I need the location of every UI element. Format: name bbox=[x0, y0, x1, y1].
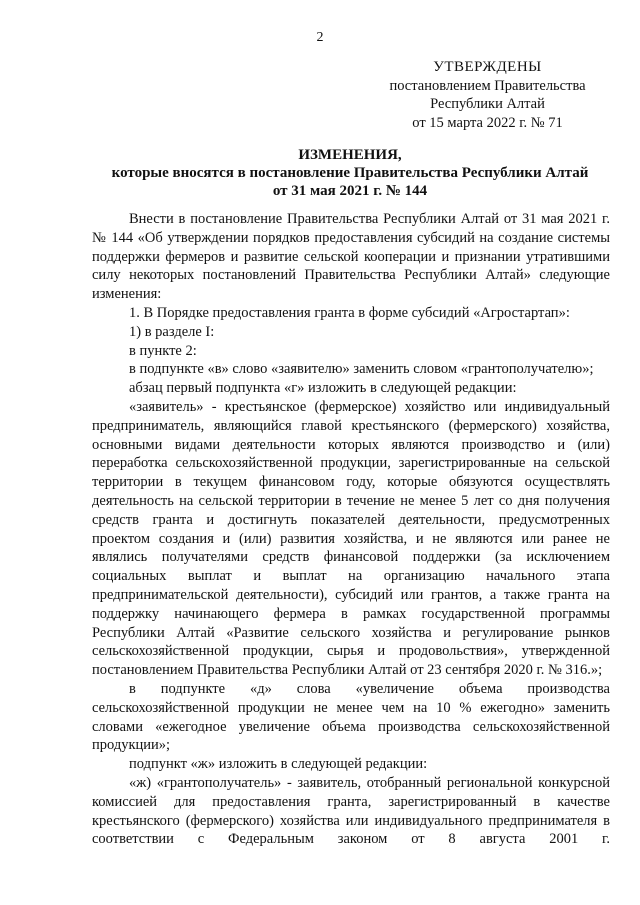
title-line: от 31 мая 2021 г. № 144 bbox=[272, 183, 428, 199]
paragraph: «заявитель» - крестьянское (фермерское) хозяйство или индивидуальный предприниматель, являющийся главой крестьянского (фермерского) хозяйства, основными видами деятельности которых являются производство и (или) переработка сельскохозяйственной продукции, зарегистрированные на сельской территории в текущем финансовом году, которые обязуются осуществлять деятельность на сельской территории в течение не менее 5 лет со дня получения средств гранта и достигнуть показателей деятельности, предусмотренных проектом создания и (или) развития хозяйства, и не являются или ранее не являлись получателями средств финансовой поддержки (за исключением социальных выплат и выплат на организацию начального этапа предпринимательской деятельности), субсидий или грантов, а также гранта на поддержку начинающего фермера в рамках государственной программы Республики Алтай «Развитие сельского хозяйства и регулирование рынков сельскохозяйственной продукции, сырья и продовольствия», утвержденной постановлением Правительства Республики Алтай от 23 сентября 2020 г. № 316.»; bbox=[92, 398, 610, 679]
approval-line: Республики Алтай bbox=[430, 96, 545, 112]
title-line: ИЗМЕНЕНИЯ, bbox=[298, 147, 402, 163]
paragraph: Внести в постановление Правительства Республики Алтай от 31 мая 2021 г. № 144 «Об утверждении порядков предоставления субсидий на создание системы поддержки фермеров и развитие сельской кооперации и признании утратившими силу некоторых постановлений Правительства Республики Алтай» следующие изменения: bbox=[92, 211, 610, 303]
document-body bbox=[92, 210, 610, 849]
paragraph: 1) в разделе I: bbox=[129, 323, 215, 340]
title-line: которые вносятся в постановление Правительства Республики Алтай bbox=[111, 165, 589, 181]
paragraph: «ж) «грантополучатель» - заявитель, отобранный региональной конкурсной комиссией для предоставления гранта, зарегистрированный в качестве крестьянского (фермерского) хозяйства или индивидуального предпринимателя в соответствии с Федеральным законом от 8 августа 2001 г. bbox=[92, 774, 610, 848]
approval-line: постановлением Правительства bbox=[389, 77, 586, 94]
approval-heading: УТВЕРЖДЕНЫ bbox=[433, 59, 542, 75]
paragraph: 1. В Порядке предоставления гранта в форме субсидий «Агростартап»: bbox=[129, 304, 570, 321]
approval-stamp bbox=[380, 58, 595, 132]
paragraph: подпункт «ж» изложить в следующей редакции: bbox=[129, 756, 428, 773]
document-title bbox=[80, 146, 620, 200]
paragraph: абзац первый подпункта «г» изложить в следующей редакции: bbox=[129, 380, 517, 397]
paragraph: в подпункте «в» слово «заявителю» заменить словом «грантополучателю»; bbox=[129, 361, 594, 378]
page-number: 2 bbox=[316, 30, 324, 45]
paragraph: в подпункте «д» слова «увеличение объема производства сельскохозяйственной продукции не менее чем на 10 % ежегодно» заменить словами «ежегодное увеличение объема производства сельскохозяйственной продукции»; bbox=[92, 680, 610, 754]
paragraph: в пункте 2: bbox=[129, 342, 197, 359]
approval-line: от 15 марта 2022 г. № 71 bbox=[412, 114, 563, 131]
